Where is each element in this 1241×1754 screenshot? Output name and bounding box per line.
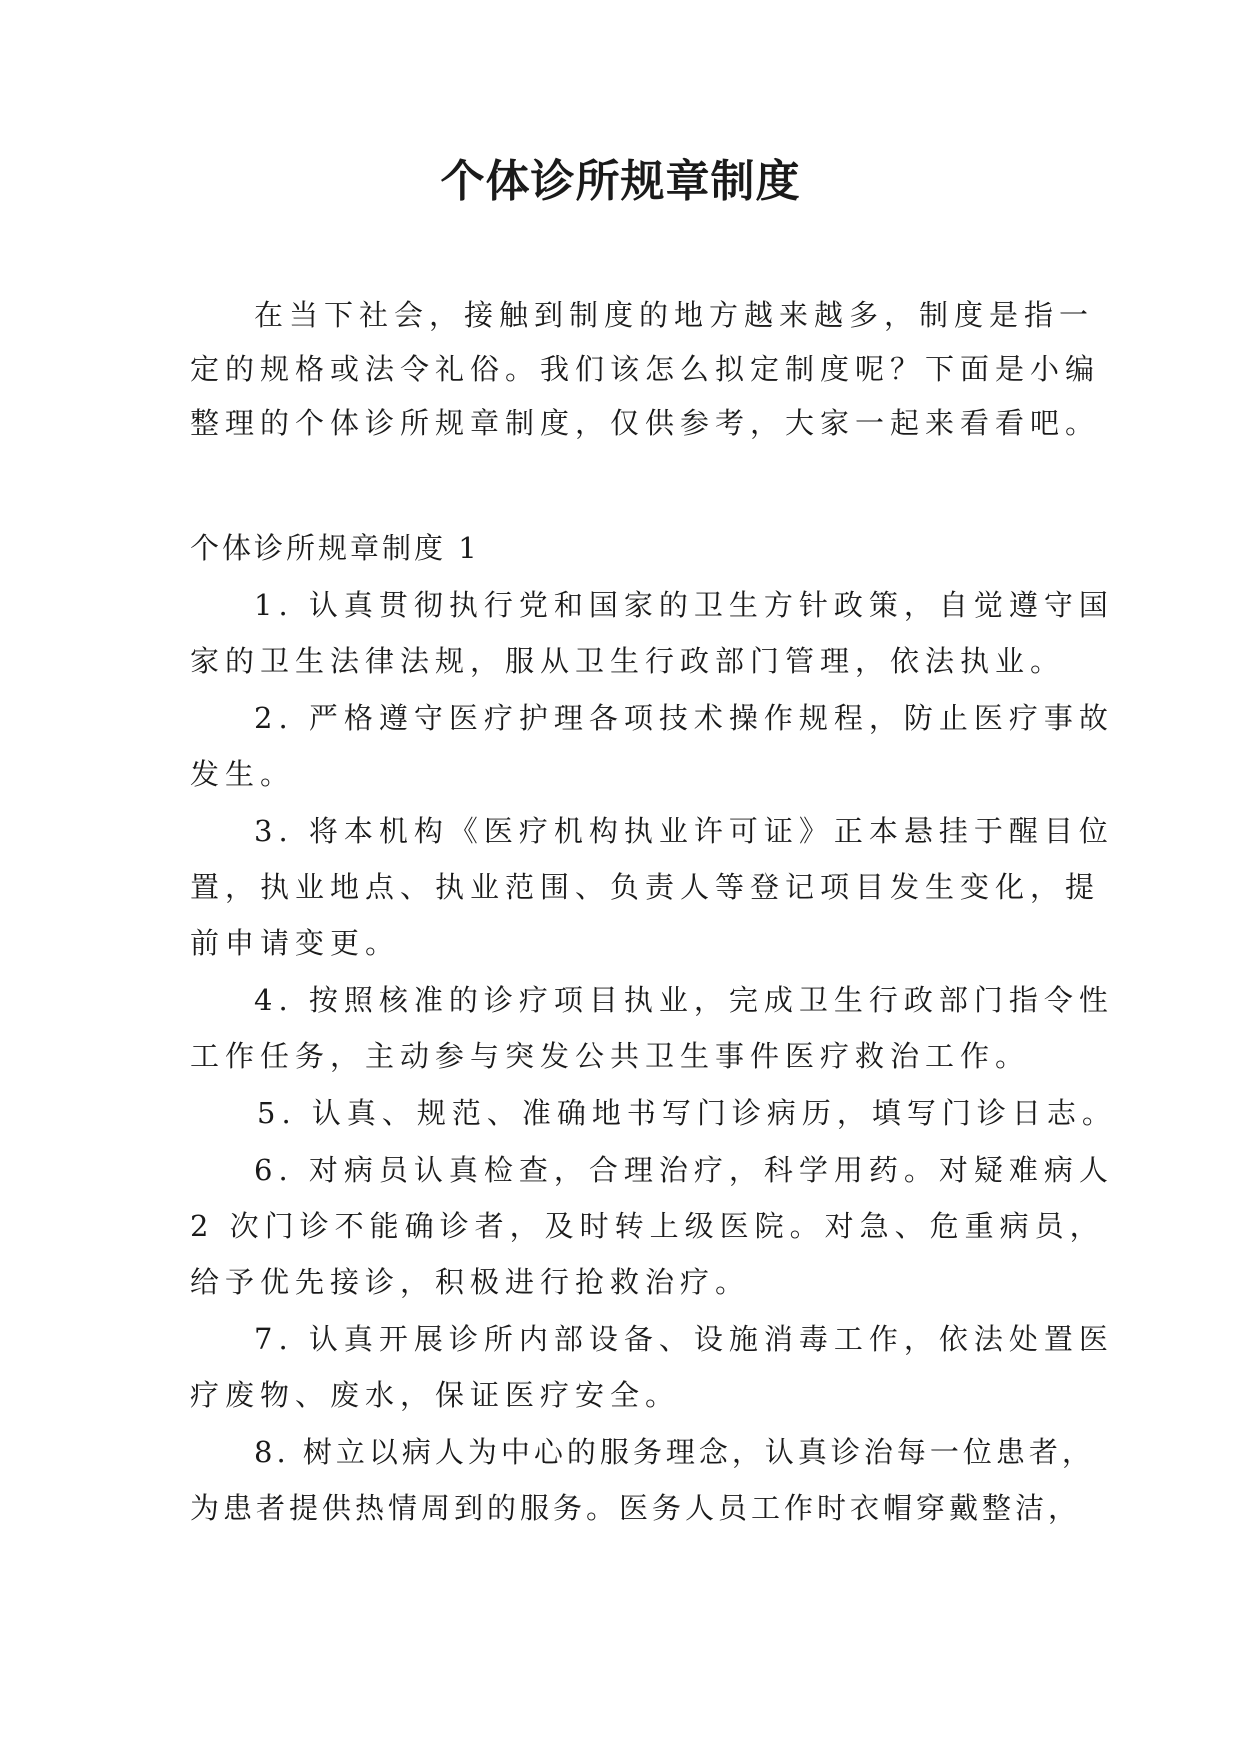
rule-7-line-1: 7. 认真开展诊所内部设备、设施消毒工作，依法处置医 bbox=[254, 1322, 1114, 1356]
intro-line-1: 在当下社会，接触到制度的地方越来越多，制度是指一 bbox=[254, 298, 1095, 332]
section-heading: 个体诊所规章制度 1 bbox=[190, 531, 480, 565]
rule-1-line-1: 1. 认真贯彻执行党和国家的卫生方针政策，自觉遵守国 bbox=[254, 588, 1114, 622]
rule-8-line-1: 8. 树立以病人为中心的服务理念，认真诊治每一位患者， bbox=[254, 1435, 1095, 1469]
rule-6-line-2: 2 次门诊不能确诊者，及时转上级医院。对急、危重病员， bbox=[190, 1209, 1105, 1243]
rule-4-line-2: 工作任务，主动参与突发公共卫生事件医疗救治工作。 bbox=[190, 1039, 1031, 1073]
rule-2-line-2: 发生。 bbox=[190, 757, 296, 791]
rule-1-line-2: 家的卫生法律法规，服从卫生行政部门管理，依法执业。 bbox=[190, 644, 1066, 678]
intro-line-3: 整理的个体诊所规章制度，仅供参考，大家一起来看看吧。 bbox=[190, 406, 1101, 440]
rule-3-line-1: 3. 将本机构《医疗机构执业许可证》正本悬挂于醒目位 bbox=[254, 814, 1114, 848]
intro-line-2: 定的规格或法令礼俗。我们该怎么拟定制度呢？下面是小编 bbox=[190, 352, 1101, 386]
rule-5-line-1: 5. 认真、规范、准确地书写门诊病历，填写门诊日志。 bbox=[257, 1096, 1117, 1130]
rule-8-line-2: 为患者提供热情周到的服务。医务人员工作时衣帽穿戴整洁， bbox=[190, 1491, 1082, 1525]
rule-7-line-2: 疗废物、废水，保证医疗安全。 bbox=[190, 1378, 681, 1412]
rule-6-line-1: 6. 对病员认真检查，合理治疗，科学用药。对疑难病人 bbox=[254, 1153, 1114, 1187]
rule-2-line-1: 2. 严格遵守医疗护理各项技术操作规程，防止医疗事故 bbox=[254, 701, 1114, 735]
rule-4-line-1: 4. 按照核准的诊疗项目执业，完成卫生行政部门指令性 bbox=[254, 983, 1114, 1017]
rule-3-line-3: 前申请变更。 bbox=[190, 926, 401, 960]
rule-6-line-3: 给予优先接诊，积极进行抢救治疗。 bbox=[190, 1265, 751, 1299]
rule-3-line-2: 置，执业地点、执业范围、负责人等登记项目发生变化，提 bbox=[190, 870, 1101, 904]
document-title: 个体诊所规章制度 bbox=[440, 156, 801, 207]
